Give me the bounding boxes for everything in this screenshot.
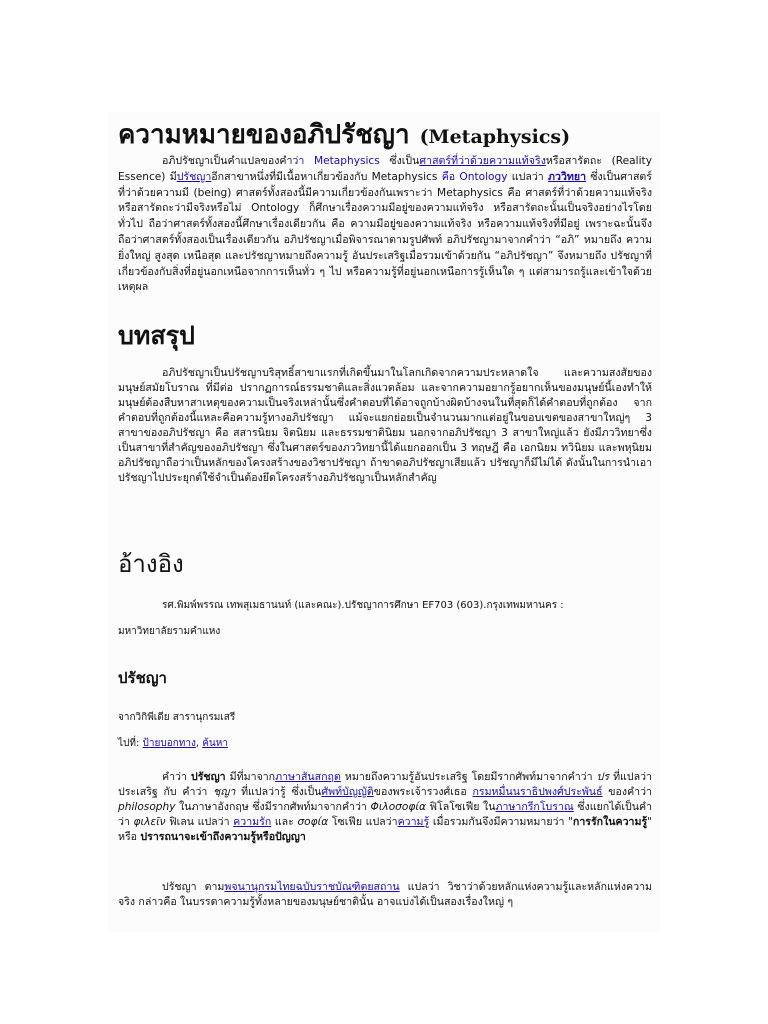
summary-paragraph: อภิปรัชญาเป็นปรัชญาบริสุทธิ์สาขาแรกที่เกิดขึ้นมาในโลกเกิดจากความประหลาดใจ และความสงสัยของมนุษย์สมัยโบราณ ที่มีต่อ ปรากฏการณ์ธรรมชาติและสิ่งแวดล้อม และจากความอยากรู้อยากเห็นของมนุษย์นี้เองทำให้มนุษย์ต้องสืบหาสาเหตุของความเป็นจริงเหล่านั้นซึ่งคำตอบที่ได้อาจถูกบ้างผิดบ้างจนในที่สุดก็ได้คำตอบที่ถูกต้อง จากคำตอบที่ถูกต้องนี้แหละคือความรู้ทางอภิปรัชญา แม้จะแยกย่อยเป็นจำนวนมากแต่อยู่ในขอบเขตของสาขาใหญ่ๆ 3 สาขาของอภิปรัชญา คือ สสารนิยม จิตนิยม และธรรมชาตินิยม นอกจากอภิปรัชญา 3 สาขาใหญ่แล้ว ยังมีภววิทยาซึ่งเป็นสาขาที่สำคัญของอภิปรัชญา ซึ่งในศาสตร์ของภววิทยานี้ได้แยกออกเป็น 3 ทฤษฎี คือ เอกนิยม ทวินิยม และพหุนิยม อภิปรัชญาถือว่าเป็นหลักของโครงสร้างของวิชาปรัชญา ถ้าขาดอภิปรัชญาเสียแล้ว ปรัชญาก็มีไม่ได้ ดังนั้นในการนำเอาปรัชญาไปประยุกต์ใช้จำเป็นต้องยึดโครงสร้างอภิปรัชญาเป็นหลักสำคัญ	[118, 367, 652, 484]
p1-text: " หรือ	[118, 816, 653, 843]
link-love[interactable]: ความรัก	[233, 816, 272, 828]
p1-text: เมื่อรวมกันจึงมีความหมายว่า "	[429, 816, 573, 828]
reference-line-1: รศ.พิมพ์พรรณ เทพสุเมธานนท์ (และคณะ).ปรัชญาการศึกษา EF703 (603).กรุงเทพมหานคร :	[162, 600, 564, 611]
wiki-nav	[118, 736, 228, 752]
link-search[interactable]: ค้นหา	[202, 738, 228, 749]
p1-term: ปร	[596, 771, 610, 783]
p1-text: มีที่มาจาก	[225, 771, 276, 783]
wiki-heading: ปรัชญา	[118, 669, 167, 687]
p1-text: ที่แปลว่ารู้ ซึ่งเป็น	[235, 786, 322, 798]
p1-term: φιλεῖν	[133, 816, 166, 828]
p1-text: ที่แปลว่าประเสริฐ กับ คำว่า	[118, 771, 652, 798]
p1-text: ของพระเจ้ารวงศ์เธอ	[373, 786, 473, 798]
document-page	[108, 112, 660, 932]
p1-term: ปรัชญา	[190, 771, 226, 783]
p1-text: ซึ่งแยกได้เป็นคำว่า	[118, 801, 652, 828]
p2-text: แปลว่า วิชาว่าด้วยหลักแห่งความรู้และหลักแห่งความจริง กล่าวคือ ในบรรดาความรู้ทั้งหลายของมนุษย์ชาตินั้น อาจแบ่งได้เป็นสองเรื่องใหญ่ ๆ	[118, 881, 652, 908]
p1-term: σοφία	[297, 816, 329, 828]
page-title	[118, 114, 570, 155]
reference-heading: อ้างอิง	[118, 550, 184, 578]
link-prince[interactable]: กรมหมื่นนราธิปพงศ์ประพันธ์	[472, 786, 603, 798]
wiki-paragraph-1	[118, 770, 652, 845]
link-bhavavitthaya[interactable]: ภววิทยา	[548, 170, 587, 183]
link-ontology[interactable]: คือ Ontology	[441, 170, 508, 183]
p1-text: และ	[271, 816, 298, 828]
link-philosophy[interactable]: ปรัชญา	[176, 170, 212, 183]
intro-paragraph	[118, 154, 652, 296]
link-royal-dictionary[interactable]: พจนานุกรมไทยฉบับราชบัณฑิตยสถาน	[224, 881, 400, 893]
intro-text: อภิปรัชญาเป็นคำแปลของคำ	[162, 155, 293, 167]
p1-term: philosophy	[118, 801, 176, 813]
intro-text: แปลว่า	[507, 170, 549, 183]
link-metaphysics[interactable]: ว่า Metaphysics	[292, 155, 380, 167]
p1-term: การรักในความรู้	[572, 816, 648, 828]
p1-term: Φιλοσοφία	[370, 801, 426, 813]
wiki-source: จากวิกิพีเดีย สารานุกรมเสรี	[118, 712, 236, 723]
p1-term: ชฺญา	[213, 786, 236, 798]
p1-text: ในภาษาอังกฤษ ซึ่งมีรากศัพท์มาจากคำว่า	[175, 801, 371, 813]
nav-separator: ,	[195, 738, 203, 749]
title-english: (Metaphysics)	[419, 126, 571, 148]
p1-text: คำว่า	[162, 771, 191, 783]
summary-heading: บทสรุป	[118, 321, 195, 350]
link-navigation[interactable]: ป้ายบอกทาง	[142, 738, 196, 749]
p1-text: ฟิโลโซเฟีย ใน	[425, 801, 496, 813]
link-sanskrit[interactable]: ภาษาสันสกฤต	[275, 771, 341, 783]
intro-text: ซึ่งเป็นศาสตร์ที่ว่าด้วยความมี (being) ศาสตร์ทั้งสองนี้มีความเกี่ยวข้องกันเพราะว่า Metaphysics คือ ศาสตร์ที่ว่าด้วยความแท้จริงหรือสารัตถะว่ามีจริงหรือไม่ Ontology ก็ศึกษาเรื่องความมีอยู่ของความแท้จริง หรือสารัตถะนั้นเป็นจริงอย่างไรโดยทั่วไป ถือว่าศาสตร์ทั้งสองนี้ศึกษาเรื่องเดียวกัน คือ ความมีอยู่ของความแท้จริง หรือความแท้จริงที่มีอยู่ เพราะฉะนั้นจึงถือว่าศาสตร์ทั้งสองเป็นเรื่องเดียวกัน อภิปรัชญาเมื่อพิจารณาตามรูปศัพท์ อภิปรัชญามาจากคำว่า “อภิ” หมายถึง ความยิ่งใหญ่ สูงสุด เหนือสุด และปรัชญาหมายถึงความรู้ อันประเสริฐเมื่อรวมเข้าด้วยกัน “อภิปรัชญา” จึงหมายถึง ปรัชญาที่เกี่ยวข้องกับสิ่งที่อยู่นอกเหนือจากการเห็นทั่ว ๆ ไป หรือความรู้ที่อยู่นอกเหนือการรู้เห็นใด ๆ แต่สามารถรู้และเข้าใจด้วยเหตุผล	[118, 170, 652, 294]
p1-text: หมายถึงความรู้อันประเสริฐ โดยมีรากศัพท์มาจากคำว่า	[340, 771, 597, 783]
reference-line-2: มหาวิทยาลัยรามคำแหง	[118, 626, 221, 637]
goto-label: ไปที่:	[118, 738, 143, 749]
intro-text: ซึ่งเป็น	[379, 155, 420, 167]
link-knowledge[interactable]: ความรู้	[397, 816, 430, 828]
p1-term: ปรารถนาจะเข้าถึงความรู้หรือปัญญา	[140, 831, 306, 843]
intro-text: หรือสารัตถะ (Reality Essence) มี	[118, 155, 652, 183]
link-science[interactable]: ศาสตร์ที่ว่าด้วยความแท้จริง	[419, 155, 546, 167]
link-ancient-greek[interactable]: ภาษากรีกโบราณ	[495, 801, 574, 813]
p2-text: ปรัชญา ตาม	[162, 881, 225, 893]
p1-text: ฟิเลน แปลว่า	[165, 816, 234, 828]
p1-text: โซเฟีย แปลว่า	[328, 816, 398, 828]
link-glossary[interactable]: ศัพท์บัญญัติ	[321, 786, 374, 798]
wiki-paragraph-2	[118, 880, 652, 910]
p1-text: ของคำว่า	[602, 786, 652, 798]
title-thai: ความหมายของอภิปรัชญา	[118, 120, 410, 150]
intro-text: อีกสาขาหนึ่งที่มีเนื้อหาเกี่ยวข้องกับ Metaphysics	[211, 170, 442, 183]
